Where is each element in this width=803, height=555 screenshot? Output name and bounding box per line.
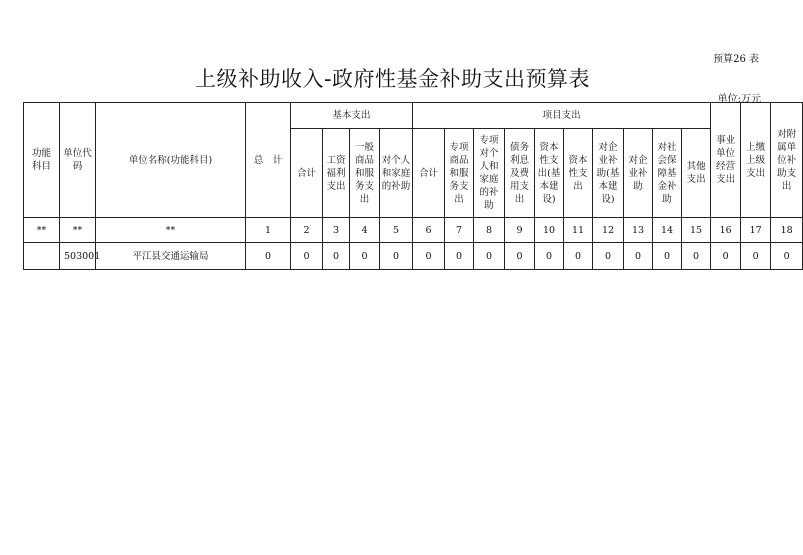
index-row bbox=[24, 218, 803, 243]
value-cell: 0 bbox=[682, 243, 711, 270]
value-cell: 0 bbox=[741, 243, 771, 270]
index-cell: 5 bbox=[380, 218, 413, 243]
header-basic-goods: 一般 商品 和服 务支 出 bbox=[350, 129, 380, 218]
index-cell: 14 bbox=[653, 218, 682, 243]
unit-name-cell: 平江县交通运输局 bbox=[96, 243, 246, 270]
header-basic-total: 合计 bbox=[291, 129, 323, 218]
page-title: 上级补助收入-政府性基金补助支出预算表 bbox=[194, 67, 591, 91]
value-cell: 0 bbox=[445, 243, 474, 270]
index-cell: 12 bbox=[593, 218, 624, 243]
index-cell: 17 bbox=[741, 218, 771, 243]
header-row-group bbox=[24, 103, 803, 129]
index-cell: 13 bbox=[624, 218, 653, 243]
index-cell: 10 bbox=[535, 218, 564, 243]
budget-table bbox=[23, 102, 803, 270]
header-total: 总 计 bbox=[246, 103, 291, 218]
header-sub-unit: 对附 属单 位补 助支 出 bbox=[771, 103, 803, 218]
header-func-code: 功能 科目 bbox=[24, 103, 60, 218]
index-cell: ** bbox=[24, 218, 60, 243]
header-basic-personal: 对个人 和家庭 的补助 bbox=[380, 129, 413, 218]
table-row bbox=[24, 243, 803, 270]
index-cell: 15 bbox=[682, 218, 711, 243]
header-project-other: 其他 支出 bbox=[682, 129, 711, 218]
table-number: 预算26 表 bbox=[713, 54, 759, 65]
header-project-goods: 专项 商品 和服 务支 出 bbox=[445, 129, 474, 218]
value-cell: 0 bbox=[505, 243, 535, 270]
header-basic-salary: 工资 福利 支出 bbox=[323, 129, 350, 218]
header-biz-unit: 事业 单位 经营 支出 bbox=[711, 103, 741, 218]
index-cell: 11 bbox=[564, 218, 593, 243]
header-project-social-security: 对社 会保 障基 金补 助 bbox=[653, 129, 682, 218]
header-project-total: 合计 bbox=[413, 129, 445, 218]
value-cell: 0 bbox=[593, 243, 624, 270]
index-cell: 16 bbox=[711, 218, 741, 243]
index-cell: ** bbox=[60, 218, 96, 243]
value-cell: 0 bbox=[564, 243, 593, 270]
header-project-personal: 专项 对个 人和 家庭 的补 助 bbox=[474, 129, 505, 218]
index-cell: 8 bbox=[474, 218, 505, 243]
index-cell: 4 bbox=[350, 218, 380, 243]
index-cell: 1 bbox=[246, 218, 291, 243]
value-cell: 0 bbox=[653, 243, 682, 270]
index-cell: 7 bbox=[445, 218, 474, 243]
value-cell: 0 bbox=[624, 243, 653, 270]
value-cell: 0 bbox=[771, 243, 803, 270]
index-cell: 3 bbox=[323, 218, 350, 243]
header-project-enterprise: 对企 业补 助 bbox=[624, 129, 653, 218]
value-cell: 0 bbox=[246, 243, 291, 270]
header-project-capital: 资本 性支 出 bbox=[564, 129, 593, 218]
index-cell: 18 bbox=[771, 218, 803, 243]
value-cell: 0 bbox=[474, 243, 505, 270]
index-cell: 2 bbox=[291, 218, 323, 243]
value-cell: 0 bbox=[323, 243, 350, 270]
header-project-capital-construction: 资本 性支 出(基 本建 设) bbox=[535, 129, 564, 218]
index-cell: 9 bbox=[505, 218, 535, 243]
value-cell: 0 bbox=[380, 243, 413, 270]
index-cell: ** bbox=[96, 218, 246, 243]
header-basic-expenditure: 基本支出 bbox=[291, 103, 413, 129]
value-cell: 0 bbox=[350, 243, 380, 270]
header-project-expenditure: 项目支出 bbox=[413, 103, 711, 129]
unit-label: 单位:万元 bbox=[717, 94, 761, 105]
header-project-enterprise-construction: 对企 业补 助(基 本建 设) bbox=[593, 129, 624, 218]
func-code-cell bbox=[24, 243, 60, 270]
unit-code-cell: 503001 bbox=[60, 243, 96, 270]
value-cell: 0 bbox=[291, 243, 323, 270]
index-cell: 6 bbox=[413, 218, 445, 243]
value-cell: 0 bbox=[535, 243, 564, 270]
header-unit-code: 单位代 码 bbox=[60, 103, 96, 218]
header-project-debt: 债务 利息 及费 用支 出 bbox=[505, 129, 535, 218]
value-cell: 0 bbox=[711, 243, 741, 270]
header-upper: 上缴 上级 支出 bbox=[741, 103, 771, 218]
value-cell: 0 bbox=[413, 243, 445, 270]
header-unit-name: 单位名称(功能科目) bbox=[96, 103, 246, 218]
